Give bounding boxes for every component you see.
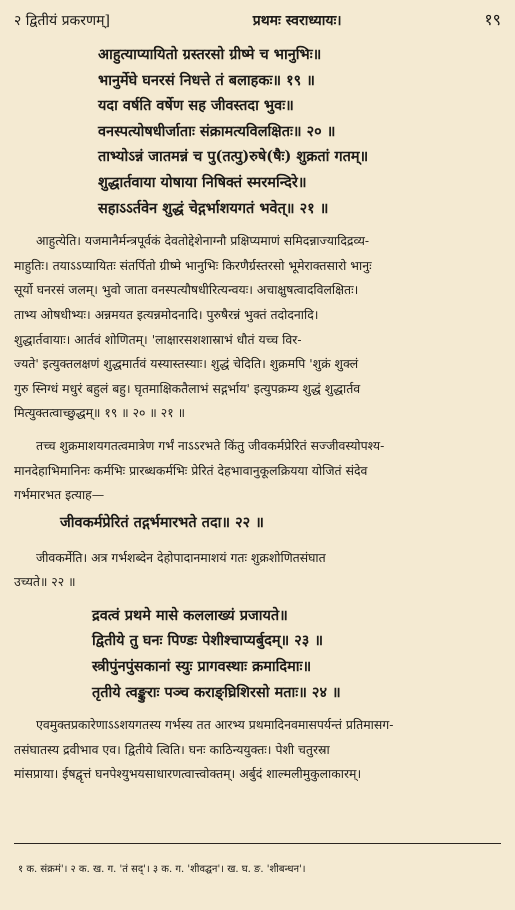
commentary-line: शुद्धार्तवायाः। आर्तवं शोणितम्। 'लाक्षारसशशास्राभं धौतं यच्च विर- xyxy=(14,331,302,347)
spacer xyxy=(14,34,501,42)
commentary-line: मित्युक्तत्वाच्छुद्धम्॥ १९ ॥ २० ॥ २१ ॥ xyxy=(14,405,186,421)
verse-line: भानुर्मेघे घनरसं निधत्ते तं बलाहकः॥ १९ ॥ xyxy=(98,71,315,89)
spacer xyxy=(14,221,501,229)
verse-line: ताभ्योऽन्नं जातमन्नं च पु(तत्पु)रुषे(षैः) शुक्रतां गतम्॥ xyxy=(98,148,369,166)
verse-line: वनस्पत्योषधीर्जाताः संक्रामत्यविलक्षितः॥ २० ॥ xyxy=(98,122,336,140)
commentary-line: तसंघातस्य द्रवीभाव एव। द्वितीये त्विति। घनः काठिन्ययुक्तः। पेशी चतुरस्रा xyxy=(14,741,330,757)
commentary-block-1 xyxy=(14,229,501,426)
footnote-divider xyxy=(14,843,501,844)
verse-line: स्त्रीपुंनपुंसकानां स्युः प्रागवस्थाः क्रमादिमाः॥ xyxy=(92,658,312,676)
commentary-line: ताभ्य ओषधीभ्यः। अन्नमयत इत्यन्नमोदनादि। पुरुषैरन्नं भुक्तं तदोदनादि। xyxy=(14,306,319,322)
commentary-line: सूर्यो घनरसं जलम्। भुवो जाता वनस्पत्यौषधीरित्यन्वयः। अचाक्षुषत्वादविलक्षितः। xyxy=(14,282,359,298)
commentary-line: माहुतिः। तयाऽऽप्यायितः संतर्पितो ग्रीष्मे भानुभिः किरणैर्ग्रस्तरसो भूमेराक्तसारो भानुः xyxy=(14,257,372,273)
verse-line: सहाऽऽर्तवेन शुद्धं चेद्गर्भाशयगतं भवेत्॥ २१ ॥ xyxy=(98,199,329,217)
spacer xyxy=(14,705,501,713)
commentary-line: एवमुक्तप्रकारेणाऽऽशयगतस्य गर्भस्य तत आरभ्य प्रथमादिनवमासपर्यन्तं प्रतिमासग- xyxy=(36,717,394,733)
verse-block-1 xyxy=(14,42,501,221)
verse-line: द्रवत्वं प्रथमे मासे कललाख्यं प्रजायते॥ xyxy=(92,606,288,624)
commentary-line: ज्यते' इत्युक्तलक्षणं शुद्धमार्तवं यस्यास्तस्याः। शुद्धं चेदिति। शुक्रमपि 'शुक्रं शुक्लं xyxy=(14,356,359,372)
verse-line-22: जीवकर्मप्रेरितं तद्गर्भमारभते तदा॥ २२ ॥ xyxy=(60,513,264,531)
commentary-line: गर्भमारभत इत्याह— xyxy=(14,487,105,503)
chapter-heading: २ द्वितीयं प्रकरणम्] xyxy=(14,13,110,29)
commentary-block-2 xyxy=(14,434,501,508)
verse-line: शुद्धार्तवाया योषाया निषिक्तं स्मरमन्दिरे॥ xyxy=(98,173,307,191)
verse-line: तृतीये त्वङ्कुराः पञ्च कराङ्घ्रिशिरसो मताः॥ २४ ॥ xyxy=(92,683,341,701)
commentary-line: मांसप्राया। ईषद्वृत्तं घनपेश्युभयसाधारणत्वात्त्वोक्तम्। अर्बुदं शाल्मलीमुकुलाकारम्। xyxy=(14,766,362,782)
commentary-block-3 xyxy=(14,546,501,595)
commentary-line: उच्यते॥ २२ ॥ xyxy=(14,574,76,590)
section-title: प्रथमः स्वराध्यायः। xyxy=(252,13,342,29)
spacer xyxy=(14,426,501,434)
verse-line: यदा वर्षति वर्षेण सह जीवस्तदा भुवः॥ xyxy=(98,97,294,115)
commentary-line: गुरु स्निग्धं मधुरं बहुलं बहु। घृतमाक्षिकतैलाभं सद्गर्भाय' इत्युपक्रम्य शुद्धं शुद्धार्तव xyxy=(14,380,361,396)
footnote: १ क. संक्रमं'। २ क. ख. ग. 'तं सद्'। ३ क. ग. 'शीवद्घन'। ख. घ. ङ. 'शीबन्धन'। xyxy=(18,864,306,875)
spacer xyxy=(14,595,501,603)
verse-line: द्वितीये तु घनः पिण्डः पेशीश्चाप्यर्बुदम्॥ २३ ॥ xyxy=(92,632,324,650)
spacer xyxy=(14,538,501,546)
commentary-line: जीवकर्मेति। अत्र गर्भशब्देन देहोपादानमाशयं गतः शुक्रशोणितसंघात xyxy=(36,549,326,565)
page-header xyxy=(14,8,501,34)
commentary-line: आहुत्येति। यजमानैर्मन्त्रपूर्वकं देवतोद्देशेनाग्नौ प्रक्षिप्यमाणं समिदन्नाज्यादिद्रव्य- xyxy=(36,233,370,249)
verse-block-3 xyxy=(14,603,501,705)
verse-line: आहुत्याप्यायितो ग्रस्तरसो ग्रीष्मे च भानुभिः॥ xyxy=(98,46,322,63)
commentary-block-4 xyxy=(14,713,501,787)
commentary-line: तच्च शुक्रमाशयगतत्वमात्रेण गर्भं नाऽऽरभते किंतु जीवकर्मप्रेरितं सज्जीवस्योपश्य- xyxy=(36,437,385,453)
page-number: १९ xyxy=(484,10,501,29)
commentary-line: मानदेहाभिमानिनः कर्मभिः प्रारब्धकर्मभिः प्रेरितं देहभावानुकूलक्रियया योजितं संदेव xyxy=(14,462,368,478)
